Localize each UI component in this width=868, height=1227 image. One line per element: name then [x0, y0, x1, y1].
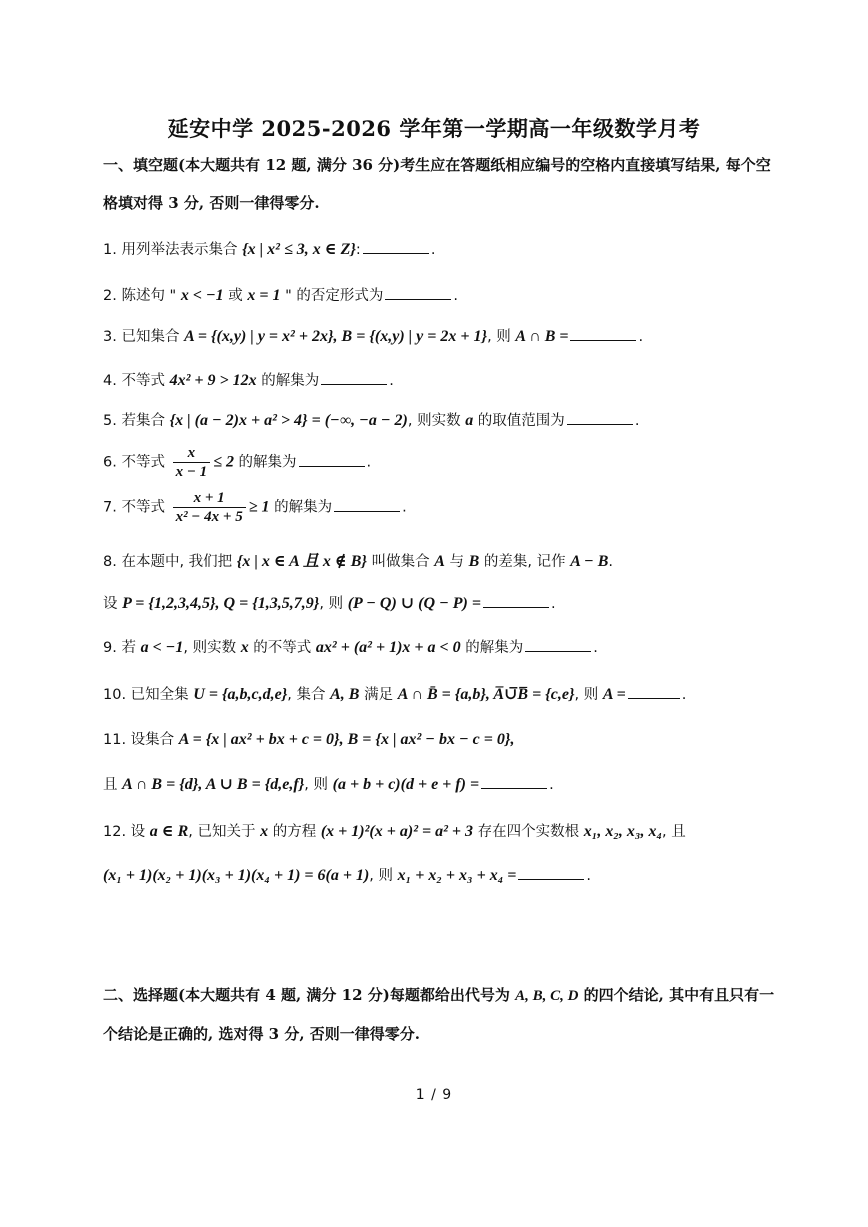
question-7 — [103, 489, 803, 526]
fraction-numerator: x + 1 — [193, 490, 225, 506]
answer-blank-8[interactable] — [483, 593, 549, 608]
question-6-suffix: 的解集为 — [233, 454, 297, 471]
question-10-math: U = {a,b,c,d,e} — [193, 686, 288, 703]
question-1-math: {x | x² ≤ 3, x ∈ Z} — [242, 241, 356, 258]
question-10-math-2: A, B — [330, 686, 360, 703]
question-10 — [103, 683, 803, 704]
question-5-end: . — [634, 413, 640, 429]
fraction-denominator: x² − 4x + 5 — [173, 507, 246, 526]
question-12-mid-2: 的方程 — [268, 824, 321, 840]
section-2-heading — [103, 976, 803, 1053]
question-9-math-2: x — [240, 639, 249, 656]
question-12-line2-math-2: x₁ + x₂ + x₃ + x₄ = — [397, 867, 517, 884]
question-8-line1-end: . — [608, 554, 613, 570]
answer-blank-1[interactable] — [363, 239, 429, 254]
question-10-mid: , 集合 — [287, 687, 331, 703]
question-4-math: 4x² + 9 > 12x — [169, 372, 257, 389]
question-8-text: 8. 在本题中, 我们把 — [103, 554, 237, 570]
question-8-difference: A − B — [570, 553, 609, 570]
answer-blank-4[interactable] — [321, 370, 387, 385]
question-12-line-2 — [103, 864, 803, 885]
section-2-heading-line2: 个结论是正确的, 选对得 3 分, 否则一律得零分. — [103, 1025, 420, 1043]
question-4-text: 4. 不等式 — [103, 373, 170, 389]
question-12 — [103, 820, 803, 841]
section-1-heading-line1: 一、填空题(本大题共有 12 题, 满分 36 分)考生应在答题纸相应编号的空格内直接填写结果, 每个空 — [103, 156, 771, 174]
question-12-line1-end: , 且 — [662, 824, 686, 840]
answer-blank-3[interactable] — [570, 326, 636, 341]
question-10-end: . — [681, 687, 687, 703]
answer-blank-10[interactable] — [628, 684, 680, 699]
question-11-line2-text: 且 — [103, 777, 123, 793]
question-8-set-b: B — [468, 553, 480, 570]
question-8-set-a: A — [434, 553, 445, 570]
section-2-heading-line1 — [103, 976, 803, 1015]
question-10-math-3: A ∩ B̄ = {a,b}, A̅∪̅B̅ = {c,e} — [397, 686, 575, 703]
question-12-line2-math: (x₁ + 1)(x₂ + 1)(x₃ + 1)(x₄ + 1) = 6(a + 1) — [103, 867, 370, 884]
question-8 — [103, 548, 803, 571]
section-2-heading-suffix: 的四个结论, 其中有且只有一 — [578, 986, 775, 1004]
answer-blank-12[interactable] — [518, 865, 584, 880]
question-3-end: . — [638, 329, 644, 345]
section-2-options: A, B, C, D — [515, 988, 579, 1004]
question-4-end: . — [389, 373, 394, 389]
question-9 — [103, 636, 803, 657]
question-7-suffix: 的解集为 — [269, 499, 333, 516]
question-8-line2-math: P = {1,2,3,4,5}, Q = {1,3,5,7,9} — [122, 595, 320, 612]
answer-blank-5[interactable] — [567, 410, 633, 425]
answer-blank-11[interactable] — [481, 774, 547, 789]
question-9-end: . — [593, 640, 598, 656]
question-10-mid-2: 满足 — [359, 687, 398, 703]
question-6-math: ≤ 2 — [213, 453, 234, 471]
question-9-math: a < −1 — [140, 639, 184, 656]
question-5-mid: , 则实数 — [407, 413, 466, 429]
question-3-text: 3. 已知集合 — [103, 329, 185, 345]
question-11-line-2 — [103, 773, 803, 794]
page-number: 1 / 9 — [415, 1087, 453, 1103]
question-3-mid: , 则 — [487, 329, 516, 345]
question-2-math-2: x = 1 — [247, 287, 281, 304]
question-8-mid: 叫做集合 — [367, 554, 435, 570]
question-2-math-1: x < −1 — [180, 287, 224, 304]
question-2-mid-2: " 的否定形式为 — [280, 288, 384, 304]
question-1-end: . — [430, 242, 436, 258]
question-5 — [103, 409, 803, 430]
question-12-math: a ∈ R — [149, 823, 189, 840]
question-9-suffix: 的解集为 — [460, 640, 524, 656]
section-1-heading — [103, 146, 793, 222]
question-12-mid-3: 存在四个实数根 — [473, 824, 584, 840]
question-10-math-4: A = — [602, 686, 626, 703]
question-12-end: . — [586, 868, 592, 884]
exam-title: 延安中学 2025-2026 学年第一学期高一年级数学月考 — [167, 116, 701, 141]
question-8-line2-math-2: (P − Q) ∪ (Q − P) = — [347, 595, 481, 612]
question-2-mid: 或 — [223, 288, 248, 304]
question-2-text: 2. 陈述句 " — [103, 288, 181, 304]
question-5-math: {x | (a − 2)x + a² > 4} = (−∞, −a − 2) — [169, 412, 408, 429]
question-7-math: ≥ 1 — [248, 498, 270, 516]
question-11 — [103, 728, 803, 749]
question-11-math: A = {x | ax² + bx + c = 0}, B = {x | ax² − bx − c = 0}, — [178, 731, 515, 748]
section-2-heading-prefix: 二、选择题(本大题共有 4 题, 满分 12 分)每题都给出代号为 — [103, 986, 516, 1004]
question-12-text: 12. 设 — [103, 824, 150, 840]
question-11-line2-math: A ∩ B = {d}, A ∪ B = {d,e,f} — [122, 776, 305, 793]
question-8-line-2 — [103, 592, 803, 613]
question-6-text: 6. 不等式 — [103, 454, 170, 471]
question-11-text: 11. 设集合 — [103, 732, 179, 748]
question-7-text: 7. 不等式 — [103, 499, 170, 516]
question-12-equation: (x + 1)²(x + a)² = a² + 3 — [320, 823, 474, 840]
question-8-line2-mid: , 则 — [319, 596, 348, 612]
question-8-mid-3: 的差集, 记作 — [479, 554, 571, 570]
answer-blank-9[interactable] — [525, 637, 591, 652]
question-12-variable: x — [260, 823, 269, 840]
question-6-fraction — [173, 444, 211, 481]
question-7-fraction — [173, 489, 246, 526]
question-11-end: . — [549, 777, 554, 793]
question-8-line2-text: 设 — [103, 596, 123, 612]
question-1 — [103, 238, 803, 259]
answer-blank-7[interactable] — [334, 497, 400, 512]
question-11-line2-mid: , 则 — [304, 777, 333, 793]
question-12-mid: , 已知关于 — [188, 824, 261, 840]
question-8-math: {x | x ∈ A 且 x ∉ B} — [236, 553, 368, 570]
question-3-math-2: A ∩ B = — [515, 328, 569, 345]
question-5-math-2: a — [465, 412, 474, 429]
question-5-text: 5. 若集合 — [103, 413, 170, 429]
question-6 — [103, 444, 803, 481]
question-4-suffix: 的解集为 — [256, 373, 320, 389]
question-8-mid-2: 与 — [444, 554, 469, 570]
question-11-line2-math-2: (a + b + c)(d + e + f) = — [332, 776, 480, 793]
question-1-suffix: : — [355, 242, 361, 258]
question-2-end: . — [453, 288, 458, 304]
question-6-end: . — [366, 454, 372, 471]
question-7-end: . — [402, 499, 407, 516]
question-10-text: 10. 已知全集 — [103, 687, 194, 703]
question-9-mid-2: 的不等式 — [248, 640, 316, 656]
question-3-math: A = {(x,y) | y = x² + 2x}, B = {(x,y) | y = 2x + 1} — [184, 328, 488, 345]
question-12-line2-mid: , 则 — [369, 868, 398, 884]
question-5-suffix: 的取值范围为 — [473, 413, 565, 429]
question-1-text: 1. 用列举法表示集合 — [103, 242, 243, 258]
section-1-heading-line2: 格填对得 3 分, 否则一律得零分. — [103, 194, 320, 212]
fraction-denominator: x − 1 — [173, 462, 211, 481]
question-2 — [103, 284, 803, 305]
question-9-text: 9. 若 — [103, 640, 141, 656]
fraction-numerator: x — [187, 445, 196, 461]
question-8-end: . — [550, 596, 556, 612]
question-4 — [103, 369, 803, 390]
answer-blank-2[interactable] — [385, 285, 451, 300]
question-9-mid: , 则实数 — [183, 640, 241, 656]
question-9-math-3: ax² + (a² + 1)x + a < 0 — [315, 639, 461, 656]
answer-blank-6[interactable] — [299, 452, 365, 467]
question-12-roots: x₁, x₂, x₃, x₄ — [583, 823, 663, 840]
question-3 — [103, 325, 803, 346]
question-10-mid-3: , 则 — [574, 687, 603, 703]
